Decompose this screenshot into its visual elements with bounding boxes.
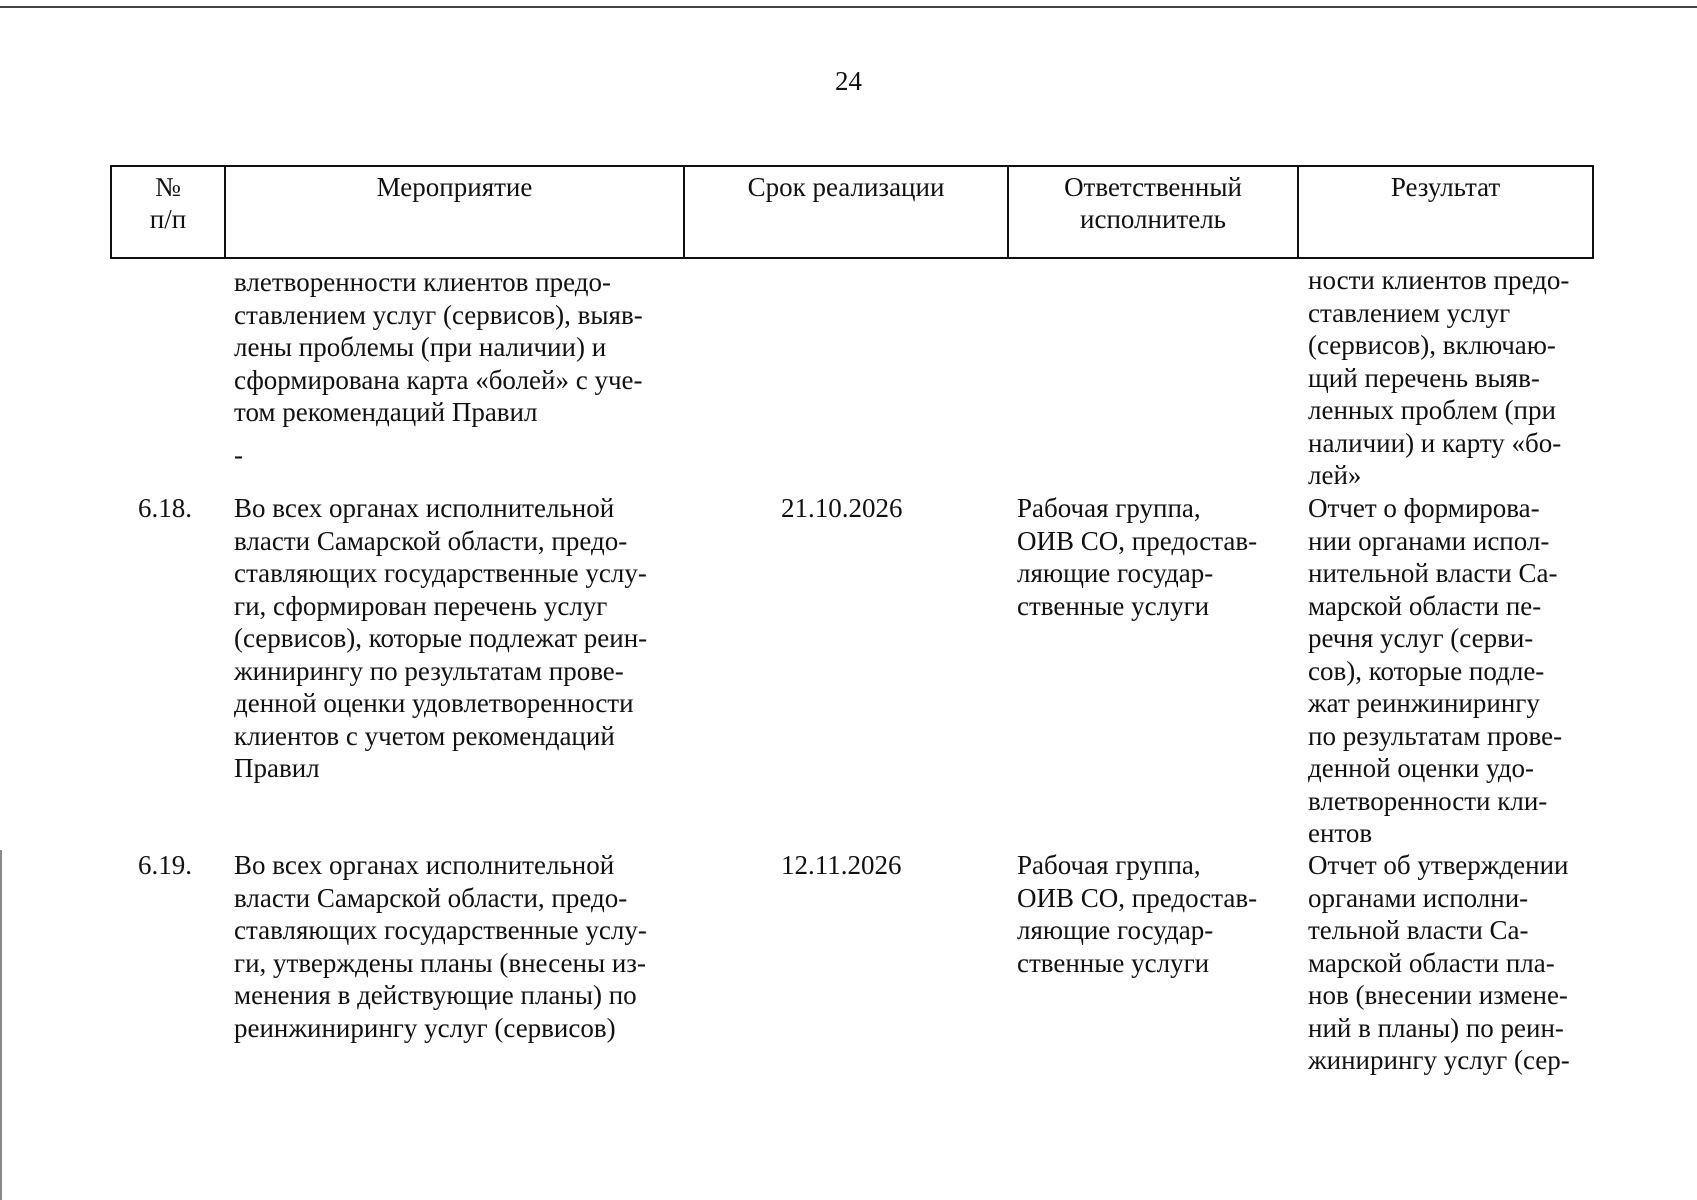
- continuation-event: влетворенности клиентов предо- ставлением услуг (сервисов), выяв- лены проблемы (при наличии) и сформирована карта «болей» с уче- том рекомендаций Правил: [234, 267, 643, 427]
- header-col-event: Мероприятие: [225, 166, 684, 258]
- header-col-number: № п/п: [111, 166, 225, 258]
- row-number: 6.19.: [138, 850, 192, 880]
- row-executor: Рабочая группа, ОИВ СО, предостав- ляющие государ- ственные услуги: [1017, 850, 1258, 978]
- header-col-executor: Ответственный исполнитель: [1008, 166, 1298, 258]
- row-result: Отчет о формирова- нии органами испол- нительной власти Са- марской области пе- речня услуг (серви- сов), которые подле- жат реинжинирингу по результатам прове- денной оценки удо- влетворенности кли- ентов: [1308, 493, 1563, 848]
- row-event: Во всех органах исполнительной власти Самарской области, предо- ставляющих государственные услу- ги, сформирован перечень услуг (сервисов), которые подлежат реин- жинирингу по результатам прове- денной оценки удовлетворенности клиентов с учетом рекомендаций Правил: [234, 493, 648, 783]
- header-col-result: Результат: [1298, 166, 1593, 258]
- continuation-result: ности клиентов предо- ставлением услуг (сервисов), включаю- щий перечень выяв- ленных проблем (при наличии) и карту «бо- лей»: [1308, 265, 1570, 490]
- top-border-line: [0, 6, 1697, 8]
- scan-edge-line: [0, 850, 2, 1200]
- page-number: 24: [835, 66, 862, 96]
- header-col-term: Срок реализации: [684, 166, 1008, 258]
- row-term: 21.10.2026: [781, 493, 903, 523]
- row-term: 12.11.2026: [781, 850, 902, 880]
- row-executor: Рабочая группа, ОИВ СО, предостав- ляющие государ- ственные услуги: [1017, 493, 1258, 621]
- row-result: Отчет об утверждении органами исполни- тельной власти Са- марской области пла- нов (внесении измене- ний в планы) по реин- жинирингу услуг (сер-: [1308, 850, 1570, 1075]
- row-number: 6.18.: [138, 493, 192, 523]
- continuation-dash: -: [234, 440, 243, 470]
- row-event: Во всех органах исполнительной власти Самарской области, предо- ставляющих государственные услу- ги, утверждены планы (внесены из- менения в действующие планы) по реинжинирингу услуг (сервисов): [234, 850, 647, 1043]
- table-header: [110, 165, 1594, 259]
